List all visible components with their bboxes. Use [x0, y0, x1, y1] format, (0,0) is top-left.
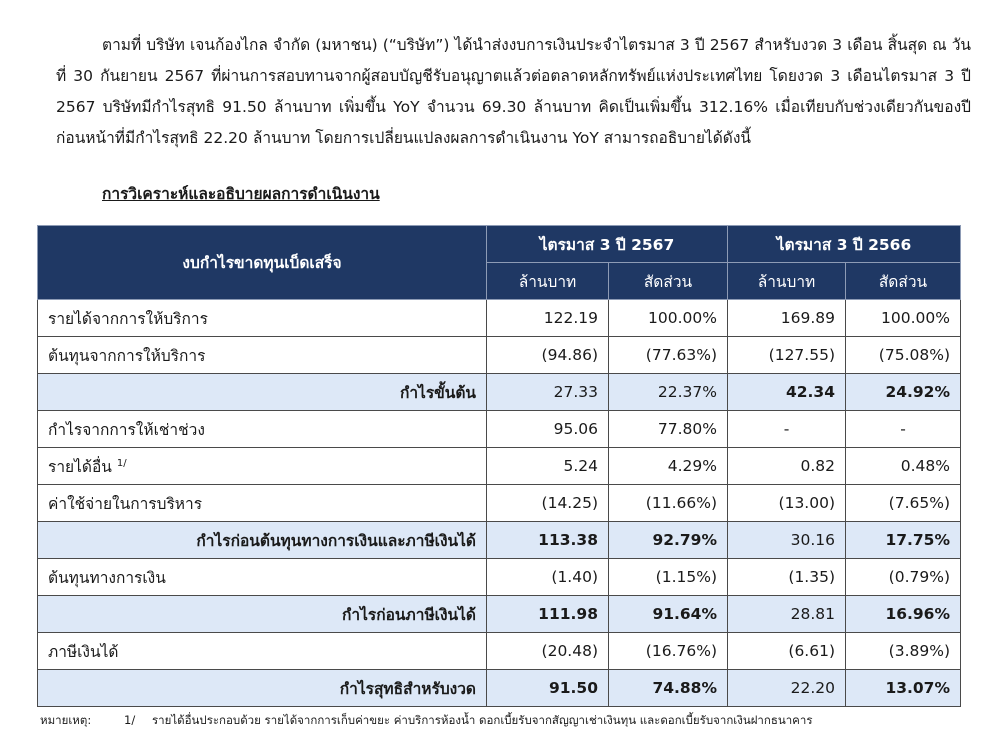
table-row [38, 559, 961, 596]
footnote-marker: 1/ [116, 457, 127, 469]
period-prior-header: ไตรมาส 3 ปี 2566 [728, 226, 961, 263]
current-amount: 91.50 [487, 670, 609, 707]
current-ratio: 92.79% [609, 522, 728, 559]
section-title: การวิเคราะห์และอธิบายผลการดำเนินงาน [102, 185, 380, 203]
current-amount: 113.38 [487, 522, 609, 559]
current-ratio: 4.29% [609, 448, 728, 485]
row-label: ภาษีเงินได้ [38, 633, 487, 670]
row-label: กำไรจากการให้เช่าช่วง [38, 411, 487, 448]
current-amount: 27.33 [487, 374, 609, 411]
current-amount-header: ล้านบาท [487, 263, 609, 300]
row-label: กำไรก่อนต้นทุนทางการเงินและภาษีเงินได้ [38, 522, 487, 559]
prior-ratio: 100.00% [846, 300, 961, 337]
prior-amount: 42.34 [728, 374, 846, 411]
current-ratio: 100.00% [609, 300, 728, 337]
prior-ratio: 17.75% [846, 522, 961, 559]
table-row [38, 300, 961, 337]
footnote-text: รายได้อื่นประกอบด้วย รายได้จากการเก็บค่าขยะ ค่าบริการห้องน้ำ ดอกเบี้ยรับจากสัญญาเช่าเงินทุน และดอกเบี้ยรับจากเงินฝากธนาคาร [152, 713, 813, 727]
prior-amount: (127.55) [728, 337, 846, 374]
prior-ratio: - [846, 411, 961, 448]
prior-ratio: (75.08%) [846, 337, 961, 374]
current-amount: (94.86) [487, 337, 609, 374]
current-amount: (14.25) [487, 485, 609, 522]
prior-amount-header: ล้านบาท [728, 263, 846, 300]
row-label: ค่าใช้จ่ายในการบริหาร [38, 485, 487, 522]
prior-ratio: (7.65%) [846, 485, 961, 522]
table-row-subtotal [38, 522, 961, 559]
prior-ratio: (0.79%) [846, 559, 961, 596]
current-ratio: 74.88% [609, 670, 728, 707]
prior-amount: 28.81 [728, 596, 846, 633]
current-ratio: (11.66%) [609, 485, 728, 522]
row-label: ต้นทุนจากการให้บริการ [38, 337, 487, 374]
table-row-subtotal [38, 374, 961, 411]
table-row [38, 411, 961, 448]
table-row [38, 633, 961, 670]
current-amount: (20.48) [487, 633, 609, 670]
prior-amount: (13.00) [728, 485, 846, 522]
prior-ratio: (3.89%) [846, 633, 961, 670]
prior-ratio: 16.96% [846, 596, 961, 633]
table-row [38, 337, 961, 374]
income-statement-table [37, 225, 961, 707]
row-label: รายได้จากการให้บริการ [38, 300, 487, 337]
current-ratio: 91.64% [609, 596, 728, 633]
prior-amount: - [728, 411, 846, 448]
table-row-subtotal [38, 596, 961, 633]
period-current-header: ไตรมาส 3 ปี 2567 [487, 226, 728, 263]
current-amount: 122.19 [487, 300, 609, 337]
current-ratio: (77.63%) [609, 337, 728, 374]
row-label: รายได้อื่น [48, 457, 112, 476]
row-label: ต้นทุนทางการเงิน [38, 559, 487, 596]
current-ratio: 77.80% [609, 411, 728, 448]
prior-amount: 0.82 [728, 448, 846, 485]
prior-amount: (1.35) [728, 559, 846, 596]
current-amount: 5.24 [487, 448, 609, 485]
current-amount: 95.06 [487, 411, 609, 448]
footnote-number: 1/ [124, 713, 136, 727]
row-label: กำไรสุทธิสำหรับงวด [38, 670, 487, 707]
prior-ratio-header: สัดส่วน [846, 263, 961, 300]
prior-ratio: 13.07% [846, 670, 961, 707]
table-header-label: งบกำไรขาดทุนเบ็ดเสร็จ [38, 226, 487, 300]
table-row [38, 485, 961, 522]
row-label-with-footnote [38, 448, 487, 485]
current-ratio: (16.76%) [609, 633, 728, 670]
current-amount: (1.40) [487, 559, 609, 596]
prior-ratio: 24.92% [846, 374, 961, 411]
row-label: กำไรก่อนภาษีเงินได้ [38, 596, 487, 633]
current-ratio: (1.15%) [609, 559, 728, 596]
prior-amount: (6.61) [728, 633, 846, 670]
table-row [38, 448, 961, 485]
prior-amount: 169.89 [728, 300, 846, 337]
prior-ratio: 0.48% [846, 448, 961, 485]
footnote-head: หมายเหตุ: [40, 713, 92, 727]
current-ratio: 22.37% [609, 374, 728, 411]
current-amount: 111.98 [487, 596, 609, 633]
intro-paragraph: ตามที่ บริษัท เจนก้องไกล จำกัด (มหาชน) (“บริษัท”) ได้นำส่งงบการเงินประจำไตรมาส 3 ปี 2567 สำหรับงวด 3 เดือน สิ้นสุด ณ วันที่ 30 กันยายน 2567 ที่ผ่านการสอบทานจากผู้สอบบัญชีรับอนุญาตแล้วต่อตลาดหลักทรัพย์แห่งประเทศไทย โดยงวด 3 เดือนไตรมาส 3 ปี 2567 บริษัทมีกำไรสุทธิ 91.50 ล้านบาท เพิ่มขึ้น YoY จำนวน 69.30 ล้านบาท คิดเป็นเพิ่มขึ้น 312.16% เมื่อเทียบกับช่วงเดียวกันของปีก่อนหน้าที่มีกำไรสุทธิ 22.20 ล้านบาท โดยการเปลี่ยนแปลงผลการดำเนินงาน YoY สามารถอธิบายได้ดังนี้ [56, 36, 971, 147]
prior-amount: 22.20 [728, 670, 846, 707]
row-label: กำไรขั้นต้น [38, 374, 487, 411]
current-ratio-header: สัดส่วน [609, 263, 728, 300]
table-row-total [38, 670, 961, 707]
footnote [40, 712, 813, 730]
prior-amount: 30.16 [728, 522, 846, 559]
